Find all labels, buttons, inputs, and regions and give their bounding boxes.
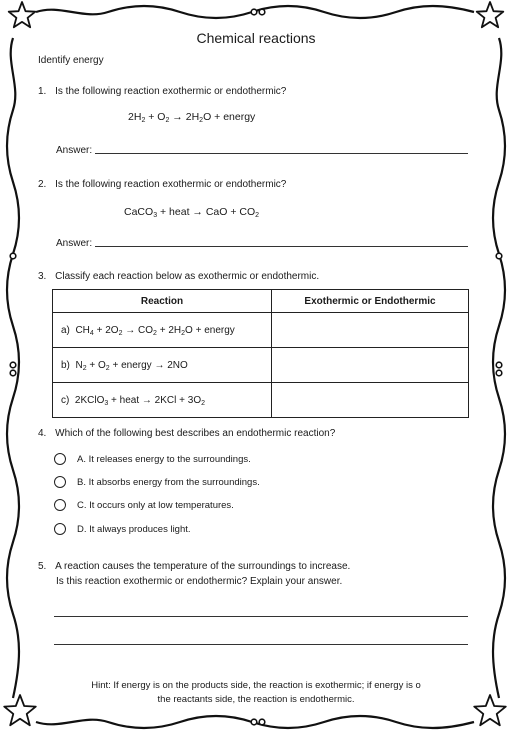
radio-option-a[interactable] [54,453,66,465]
question-number: 5. [38,561,47,572]
border-ring [10,253,16,259]
reaction-cell: c) 2KClO$_3$ + heat → $2KCl + 3O_2$ [53,383,272,418]
answer-line-1[interactable] [95,153,468,154]
question-number: 3. [38,271,47,282]
option-d-label: D. It always produces light. [77,524,191,535]
table-row [53,313,469,348]
star-icon [9,2,36,27]
equation-2: CaCO$_3$ + heat → CaO + $CO_2$ [124,206,260,219]
equation-1: $2H_2 + O_2 \to 2H_2O$ + energy [128,111,256,124]
classification-answer-cell[interactable] [272,348,469,383]
question-5 [38,561,350,572]
hint-line-1: Hint: If energy is on the products side, the reaction is exothermic; if energy is o [91,680,421,691]
option-b-label: B. It absorbs energy from the surroundings. [77,477,260,488]
option-a-label: A. It releases energy to the surroundings. [77,454,251,465]
section-subtitle: Identify energy [38,55,104,66]
question-prompt: Is the following reaction exothermic or endothermic? [55,86,287,97]
star-icon [477,2,504,27]
option-c-label: C. It occurs only at low temperatures. [77,500,234,511]
question-prompt: Which of the following best describes an endothermic reaction? [55,428,336,439]
question-4 [38,428,335,439]
row-label: a) [61,324,70,336]
row-label: b) [61,359,70,371]
answer-line-2[interactable] [95,246,468,247]
radio-option-d[interactable] [54,523,66,535]
question-number: 1. [38,86,47,97]
hint-line-2: the reactants side, the reaction is endothermic. [157,694,355,705]
border-ring [259,9,265,15]
table-row [53,383,469,418]
reaction-table [52,289,469,418]
explanation-line-1[interactable] [54,616,468,617]
question-3 [38,271,319,282]
question-prompt-line-1: A reaction causes the temperature of the surroundings to increase. [55,561,351,572]
border-ring [496,253,502,259]
border-ring [496,362,502,368]
question-number: 2. [38,179,47,190]
border-ring [259,719,265,725]
border-ring [10,370,16,376]
question-2 [38,179,286,190]
radio-option-b[interactable] [54,476,66,488]
reaction-cell: a) $CH_4 + 2O_2 \to CO_2 + 2H_2O$ + energy [53,313,272,348]
question-prompt: Classify each reaction below as exothermic or endothermic. [55,271,320,282]
border-ring [251,719,257,725]
question-prompt: Is the following reaction exothermic or endothermic? [55,179,287,190]
classification-answer-cell[interactable] [272,313,469,348]
question-1 [38,86,286,97]
answer-label: Answer: [56,238,93,249]
border-ring [10,362,16,368]
row-label: c) [61,394,70,406]
border-ring [251,9,257,15]
table-header-classification: Exothermic or Endothermic [272,290,469,313]
explanation-line-2[interactable] [54,644,468,645]
question-number: 4. [38,428,47,439]
classification-answer-cell[interactable] [272,383,469,418]
answer-label: Answer: [56,145,93,156]
table-header-reaction: Reaction [53,290,272,313]
reaction-cell: b) $N_2 + O_2$ + energy → 2NO [53,348,272,383]
radio-option-c[interactable] [54,499,66,511]
table-row [53,348,469,383]
question-prompt-line-2: Is this reaction exothermic or endothermic? Explain your answer. [56,576,343,587]
border-ring [496,370,502,376]
page-title: Chemical reactions [196,30,316,46]
table-header-row [53,290,469,313]
